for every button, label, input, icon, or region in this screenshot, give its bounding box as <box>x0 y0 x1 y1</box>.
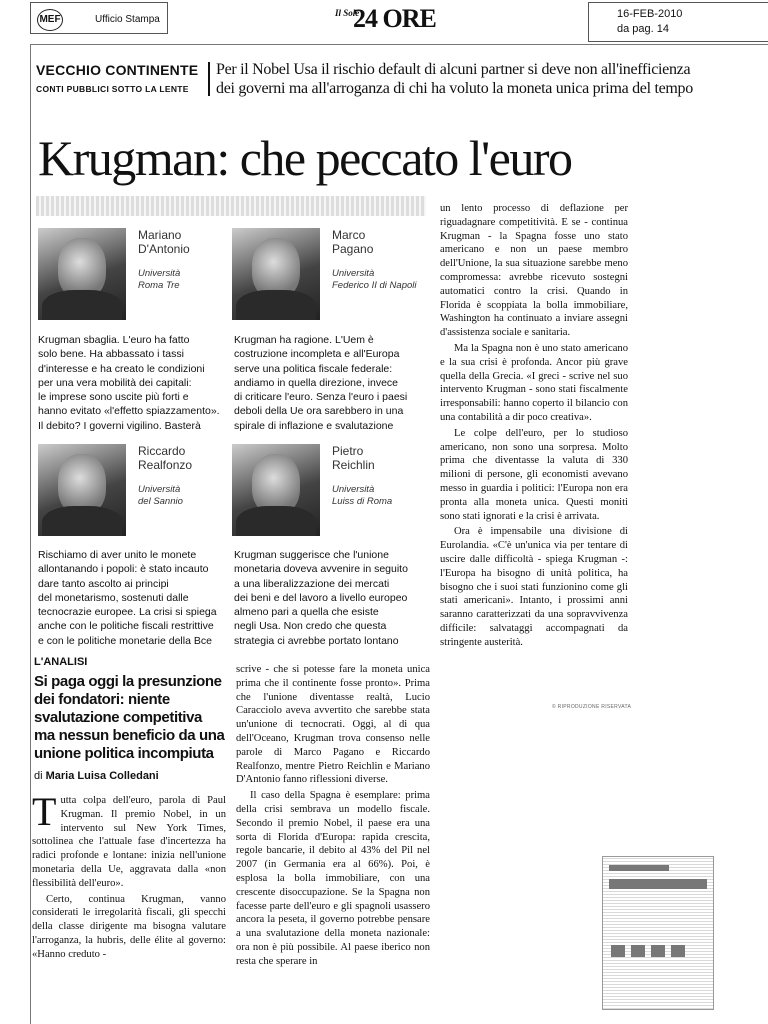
quote-line: dare tanto ascolto ai principi <box>38 577 169 590</box>
expert-name-line: Reichlin <box>332 458 375 472</box>
body-paragraph <box>32 789 226 891</box>
analysis-headline <box>34 673 234 763</box>
quote-line: del monetarismo, sostenuti dalle <box>38 591 189 604</box>
byline <box>34 770 159 782</box>
affiliation-line: Luiss di Roma <box>332 496 393 507</box>
quote-line: d'interesse e ha creato le condizioni <box>38 362 205 375</box>
body-column-3 <box>440 202 628 652</box>
quote-line: spirale di inflazione e svalutazione <box>234 419 394 432</box>
mef-logo: MEF <box>37 9 63 31</box>
headline-line: unione politica incompiuta <box>34 745 214 762</box>
expert-quote <box>234 333 434 433</box>
quote-line: deboli della Ue ora sarebbero in una <box>234 405 404 418</box>
expert-affiliation <box>332 484 442 508</box>
drop-cap: T <box>32 789 57 834</box>
body-paragraph: Ma la Spagna non è uno stato americano e la sua crisi è profonda. Ancor più grave quella della Grecia. «I greci - scrive nel suo intervento Krugman - sono stati fiscalmente irresponsabili: hanno coperto il bilancio con una contabilità a dir poco creativa». <box>440 342 628 423</box>
quote-line: almeno pari a quella che esiste <box>234 606 379 619</box>
date-box <box>588 2 768 42</box>
affiliation-line: Università <box>332 268 375 279</box>
expert-quote <box>234 548 434 648</box>
affiliation-line: Federico II di Napoli <box>332 280 417 291</box>
byline-author: Maria Luisa Colledani <box>45 770 159 782</box>
clipping-header <box>30 2 768 42</box>
newspaper-name-small: Il Sole <box>335 8 360 18</box>
quote-line: serve una politica fiscale federale: <box>234 362 393 375</box>
summary-line: Per il Nobel Usa il rischio default di alcuni partner si deve non all'inefficienza <box>216 61 691 78</box>
analysis-label: L'ANALISI <box>34 656 88 668</box>
expert-name <box>332 228 442 256</box>
quote-line: dei beni e del lavoro a livello europeo <box>234 591 408 604</box>
quote-line: Krugman suggerisce che l'unione <box>234 549 389 561</box>
expert-name-line: D'Antonio <box>138 242 190 256</box>
headline-line: Si paga oggi la presunzione <box>34 673 222 690</box>
quote-line: le imprese sono uscite più forti e <box>38 391 189 404</box>
paragraph-text: utta colpa dell'euro, parola di Paul Krugman. Il premio Nobel, in un intervento sul New York Times, sottolinea che l'attuale fase d'incertezza ha radici profonde e lontane: inizia nell'unione monetaria della Ue, aggravata dalla «non flessibilità dell'euro». <box>32 795 226 889</box>
expert-card-realfonzo <box>38 444 228 540</box>
body-paragraph: Il caso della Spagna è esemplare: prima della crisi sembrava un modello fiscale. Secondo il premio Nobel, il paese era una sorta di Florida d'Europa: rapida crescita, regole bancarie, il debito al 43% del Pil nel 2007 (in Germania era al 66%). Poi, è esplosa la bolla immobiliare, con una crescente disoccupazione. Se la Spagna non facesse parte dell'euro e gli spagnoli usassero ancora la peseta, il governo potrebbe pensare a una svalutazione della moneta nazionale: ora non è più possibile. Al paese iberico non resta che sperare in <box>236 790 430 967</box>
affiliation-line: Università <box>332 484 375 495</box>
expert-name-line: Mariano <box>138 228 182 242</box>
copyright-note: © RIPRODUZIONE RISERVATA <box>552 704 632 710</box>
body-paragraph: Le colpe dell'euro, per lo studioso americano, non sono una sorpresa. Molto prima che diventasse la valuta di 330 milioni di persone, gli economisti avevano messo in guardia i politici: l'Europa non era pronta alla moneta unica. Questi moniti sono stati ignorati e la crisi è arrivata. <box>440 427 628 522</box>
expert-photo <box>232 444 320 536</box>
quote-line: per una vera mobilità dei capitali: <box>38 376 192 389</box>
quote-line: costruzione incompleta e all'Europa <box>234 348 400 361</box>
quote-line: e con le politiche monetarie della Bce <box>38 634 212 647</box>
quote-line: Il debito? I governi vigilino. Basterà <box>38 419 201 432</box>
article-summary <box>216 60 746 98</box>
body-paragraph: Certo, continua Krugman, vanno considerati le irregolarità fiscali, gli specchi della classe dirigente ma bisogna valutare l'arroganza, la hubris, delle élite al governo: «Hanno creduto - <box>32 893 226 960</box>
byline-prefix: di <box>34 770 43 782</box>
quote-line: tecnocrazie europee. La crisi si spiega <box>38 606 217 619</box>
section-subkicker: CONTI PUBBLICI SOTTO LA LENTE <box>36 84 189 94</box>
expert-photo <box>38 228 126 320</box>
body-paragraph: Ora è impensabile una divisione di Eurolandia. «C'è un'unica via per tentare di uscire dalle difficoltà - spiega Krugman -: l'Europa ha bisogno di unità politica, ha bisogno che i suoi stati funzionino come gli stati americani». Intanto, i prossimi anni saranno caratterizzati da una sopravvivenza difficile: salvataggi accompagnati da stringente austerità. <box>440 526 628 648</box>
section-kicker: VECCHIO CONTINENTE <box>36 62 199 78</box>
expert-card-pagano <box>232 228 432 328</box>
body-paragraph: un lento processo di deflazione per riguadagnare competitività. E se - continua Krugman - la Spagna fosse uno stato americano e non un paese membro dell'Unione, la sua situazione sarebbe meno compromessa: avrebbe ricevuto sostegni automatici contro la crisi. Quando in Florida è scoppiata la bolla immobiliare, Washington ha continuato a inviare assegni d'assistenza sociale e sanitaria. <box>440 203 628 339</box>
expert-quote <box>38 548 232 648</box>
article-title: Krugman: che peccato l'euro <box>38 130 572 186</box>
quote-line: solo bene. Ha abbassato i tassi <box>38 348 184 361</box>
quote-line: a una liberalizzazione dei mercati <box>234 577 390 590</box>
expert-card-reichlin <box>232 444 432 540</box>
quote-line: negli Usa. Non credo che questa <box>234 620 387 633</box>
summary-divider <box>208 62 210 96</box>
expert-photo <box>38 444 126 536</box>
newspaper-logo: 24 ORE <box>353 4 436 33</box>
body-paragraph: scrive - che si potesse fare la moneta unica prima che il continente fosse pronto». Prima che l'unione diventasse realtà, Lucio Caracciolo aveva avvertito che sarebbe stata un'unione di tecnocrati. Oggi, al di qua dell'Oceano, Krugman trova consenso nelle parole di Marco Pagano e Riccardo Realfonzo, mentre Pietro Reichlin e Mariano D'Antonio fanno riflessioni diverse. <box>236 664 430 786</box>
expert-name-line: Marco <box>332 228 366 242</box>
expert-name-line: Pietro <box>332 444 364 458</box>
expert-card-dantonio <box>38 228 228 328</box>
office-label: Ufficio Stampa <box>95 14 160 25</box>
page-thumbnail <box>602 856 714 1010</box>
headline-line: svalutazione competitiva <box>34 709 202 726</box>
decorative-band <box>36 196 426 216</box>
quote-line: monetaria doveva avvenire in seguito <box>234 563 408 576</box>
body-column-2 <box>236 663 430 971</box>
office-box <box>30 2 168 34</box>
affiliation-line: del Sannio <box>138 496 183 507</box>
summary-line: dei governi ma all'arroganza di chi ha voluto la moneta unica prima del tempo <box>216 80 693 97</box>
quote-line: andiamo in quella direzione, invece <box>234 376 399 389</box>
affiliation-line: Università <box>138 484 181 495</box>
expert-affiliation <box>332 268 442 292</box>
quote-line: anche con le politiche fiscali restrittive <box>38 620 214 633</box>
expert-photo <box>232 228 320 320</box>
expert-name-line: Riccardo <box>138 444 186 458</box>
clipping-date: 16-FEB-2010 <box>617 8 683 20</box>
quote-line: di criticare l'euro. Senza l'euro i paesi <box>234 391 408 404</box>
page-reference: da pag. 14 <box>617 23 669 35</box>
expert-name-line: Pagano <box>332 242 374 256</box>
quote-line: Krugman ha ragione. L'Uem è <box>234 334 374 346</box>
expert-name-line: Realfonzo <box>138 458 193 472</box>
expert-quote <box>38 333 230 433</box>
body-column-1 <box>32 789 226 964</box>
expert-name <box>332 444 442 472</box>
quote-line: allontanando i popoli: è stato incauto <box>38 563 209 576</box>
quote-line: hanno evitato «l'effetto spiazzamento». <box>38 405 220 418</box>
headline-line: dei fondatori: niente <box>34 691 170 708</box>
headline-line: ma nessun beneficio da una <box>34 727 225 744</box>
affiliation-line: Roma Tre <box>138 280 180 291</box>
affiliation-line: Università <box>138 268 181 279</box>
quote-line: strategia ci avrebbe portato lontano <box>234 634 399 647</box>
quote-line: Rischiamo di aver unito le monete <box>38 549 197 561</box>
quote-line: Krugman sbaglia. L'euro ha fatto <box>38 334 190 346</box>
